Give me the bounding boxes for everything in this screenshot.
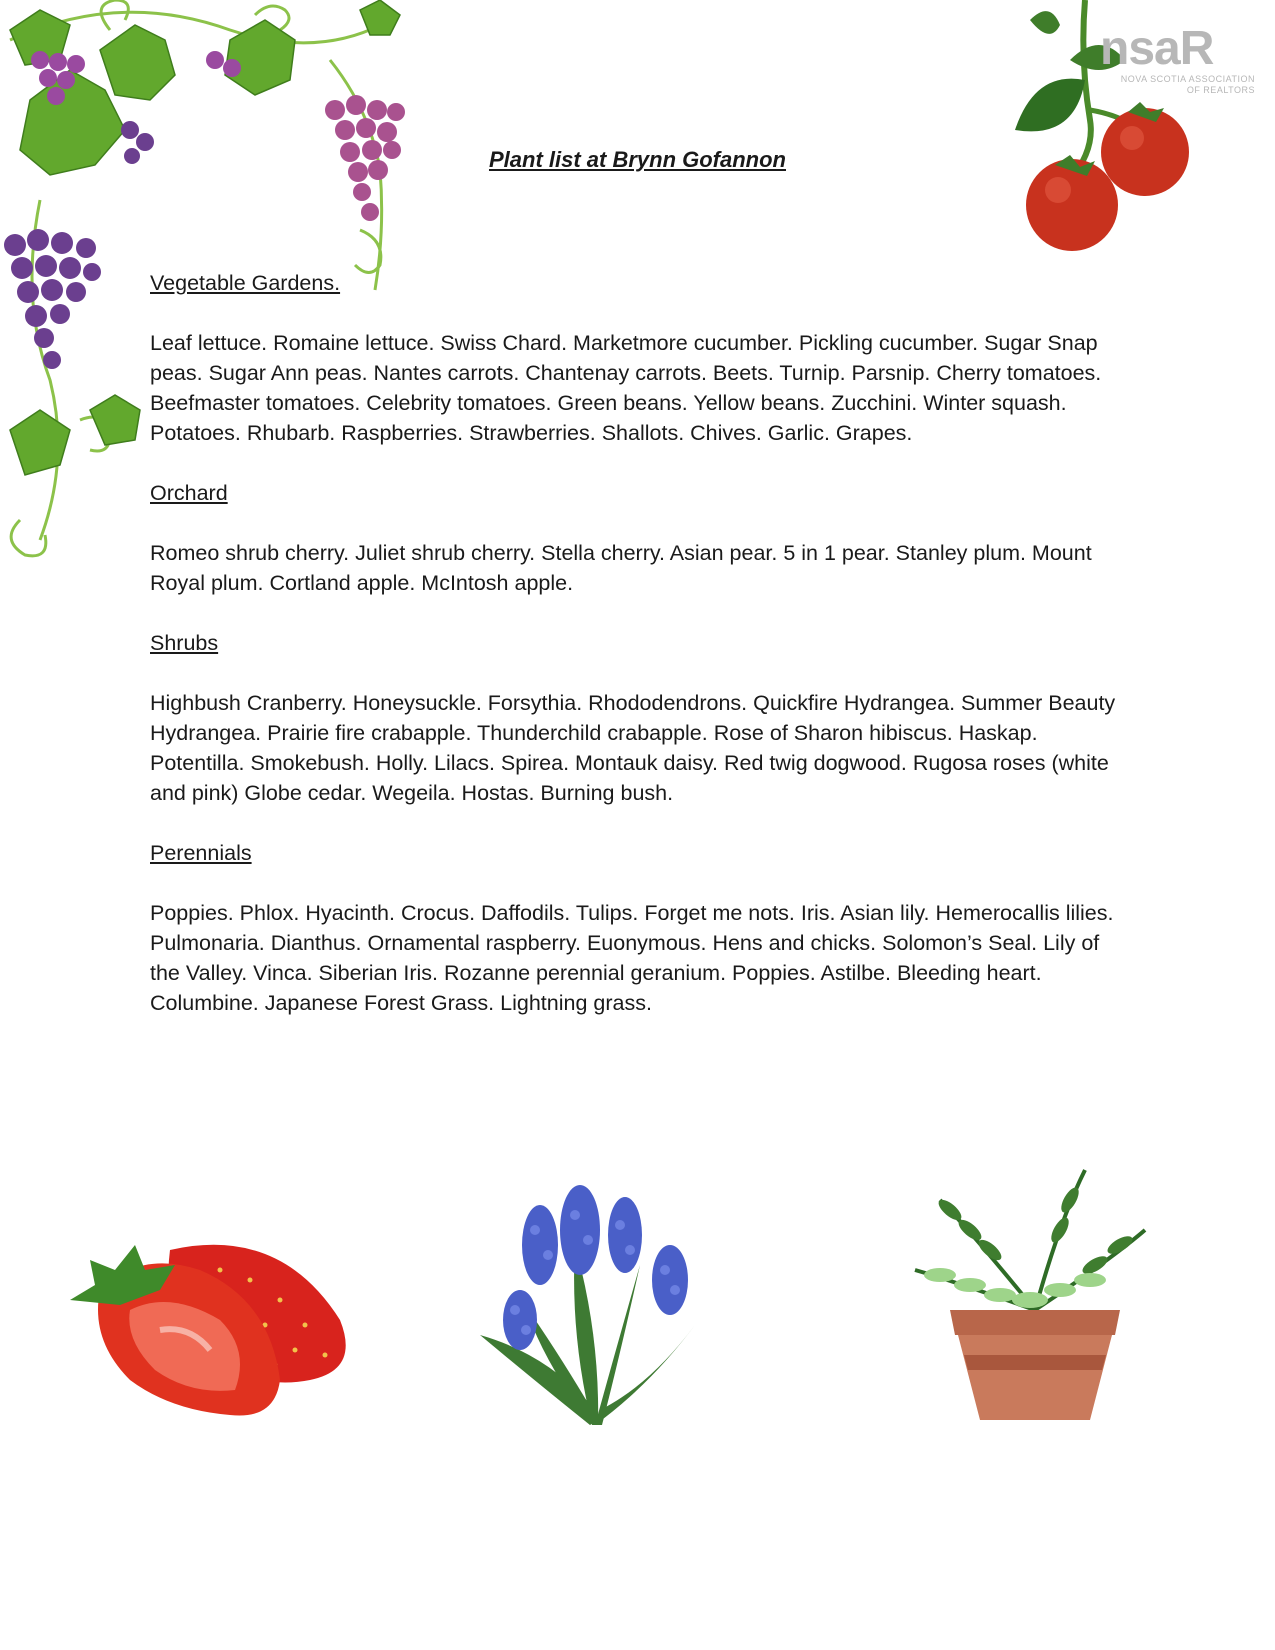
- section-body: Highbush Cranberry. Honeysuckle. Forsythia. Rhododendrons. Quickfire Hydrangea. Summer Beauty Hydrangea. Prairie fire crabapple. Thunderchild crabapple. Rose of Sharon hibiscus. Haskap. Potentilla. Smokebush. Holly. Lilacs. Spirea. Montauk daisy. Red twig dogwood. Rugosa roses (white and pink) Globe cedar. Wegeila. Hostas. Burning bush.: [150, 691, 1116, 805]
- plant-list-content: [150, 268, 1130, 1048]
- section-vegetable-gardens: [150, 268, 1130, 448]
- strawberry-icon: [60, 1230, 360, 1430]
- section-heading: Perennials: [150, 841, 252, 865]
- page-title: Plant list at Brynn Gofannon: [488, 147, 786, 172]
- potted-fern-icon: [910, 1160, 1160, 1430]
- section-perennials: [150, 838, 1130, 1018]
- logo-subtitle-line2: OF REALTORS: [1186, 85, 1255, 95]
- logo-wordmark: nsaR: [1100, 22, 1214, 75]
- section-heading: Orchard: [150, 481, 228, 505]
- logo-subtitle-line1: NOVA SCOTIA ASSOCIATION: [1120, 74, 1255, 84]
- section-heading: Vegetable Gardens.: [150, 271, 341, 295]
- hyacinth-icon: [480, 1185, 710, 1435]
- section-body: Romeo shrub cherry. Juliet shrub cherry. Stella cherry. Asian pear. 5 in 1 pear. Stanley plum. Mount Royal plum. Cortland apple. McIntosh apple.: [150, 541, 1092, 595]
- section-heading: Shrubs: [150, 631, 219, 655]
- section-body: Leaf lettuce. Romaine lettuce. Swiss Chard. Marketmore cucumber. Pickling cucumber. Sugar Snap peas. Sugar Ann peas. Nantes carrots. Chantenay carrots. Beets. Turnip. Parsnip. Cherry tomatoes. Beefmaster tomatoes. Celebrity tomatoes. Green beans. Yellow beans. Zucchini. Winter squash. Potatoes. Rhubarb. Raspberries. Strawberries. Shallots. Chives. Garlic. Grapes.: [150, 331, 1102, 445]
- section-orchard: [150, 478, 1130, 598]
- section-shrubs: [150, 628, 1130, 808]
- association-logo: [1100, 24, 1265, 104]
- section-body: Poppies. Phlox. Hyacinth. Crocus. Daffodils. Tulips. Forget me nots. Iris. Asian lily. Hemerocallis lilies. Pulmonaria. Dianthus. Ornamental raspberry. Euonymous. Hens and chicks. Solomon’s Seal. Lily of the Valley. Vinca. Siberian Iris. Rozanne perennial geranium. Poppies. Astilbe. Bleeding heart. Columbine. Japanese Forest Grass. Lightning grass.: [150, 901, 1114, 1015]
